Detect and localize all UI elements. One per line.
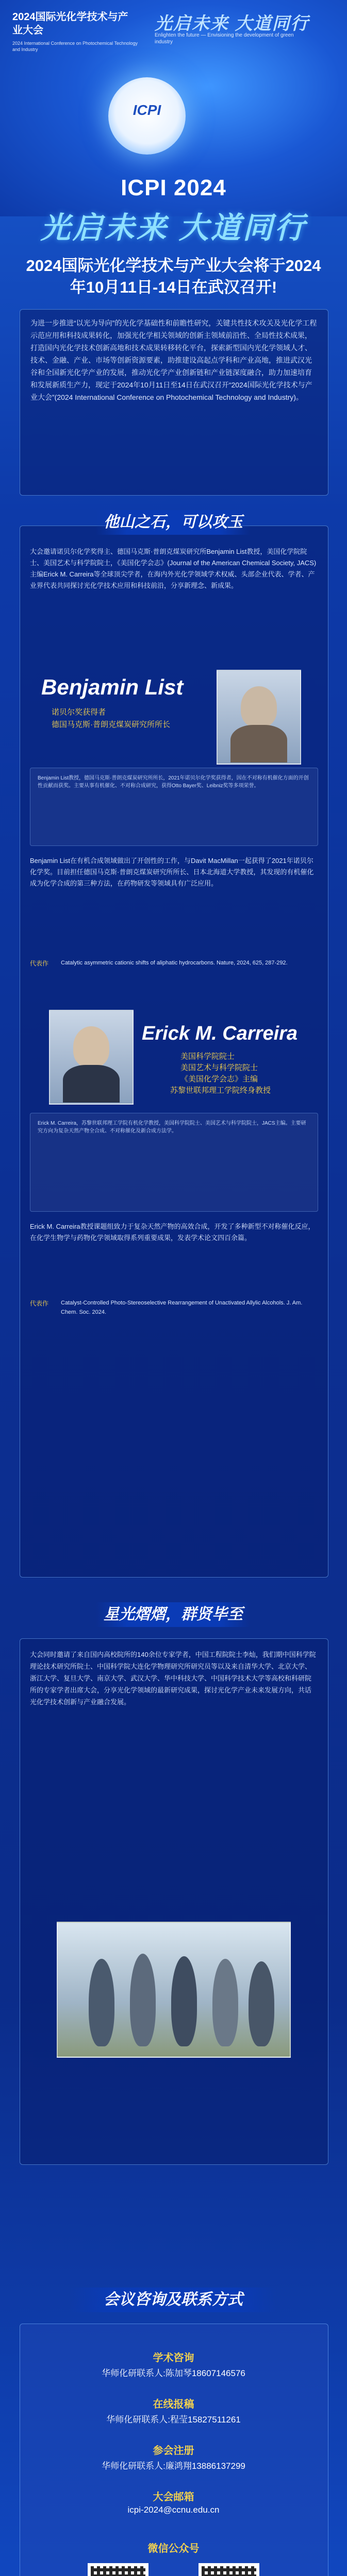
list-title2: 德国马克斯·普朗克煤炭研究所所长 <box>52 720 170 729</box>
carreira-ref: Catalyst-Controlled Photo-Stereoselective Rearrangement of Unactivated Allylic Alcohols. J. Am. Chem. Soc. 2024. <box>61 1300 303 1315</box>
expert-figure-icon <box>171 1956 197 2046</box>
experts-photo <box>57 1922 291 2058</box>
carreira-cv-text: Erick M. Carreira，苏黎世联邦理工学院有机化学教授，美国科学院院士、美国艺术与科学院院士，JACS主编。主要研究方向为复杂天然产物全合成、不对称催化及新合成方法学。 <box>38 1121 306 1134</box>
section-badge-experts: 星光熠熠，群贤毕至 <box>96 1602 251 1627</box>
list-cv-text: Benjamin List教授，德国马克斯·普朗克煤炭研究所所长，2021年诺贝尔化学奖获得者，因在不对称有机催化方面的开创性贡献而获奖。主要从事有机催化、不对称合成研究，获得Otto Bayer奖、Leibniz奖等多项荣誉。 <box>38 775 309 789</box>
announcement: 2024国际光化学技术与产业大会将于2024年10月11日-14日在武汉召开! <box>26 257 321 296</box>
expert-figure-icon <box>130 1954 156 2046</box>
list-bio: Benjamin List在有机合成领域做出了开创性的工作，与Davit MacMillan一起获得了2021年诺贝尔化学奖。目前担任德国马克斯·普朗克煤炭研究所所长、日本北海道大学教授，其发现的有机催化成为化学合成的第三种方法，在药物研发等领域具有广泛应用。 <box>30 857 314 887</box>
carreira-name: Erick M. Carreira <box>142 1023 298 1044</box>
carreira-body-icon <box>63 1065 120 1103</box>
contact-head-registration: 参会注册 <box>153 2445 194 2456</box>
contact-head-academic: 学术咨询 <box>153 2352 194 2364</box>
contact-line-submission: 华师化研联系人:程莹15827511261 <box>106 2415 241 2425</box>
speakers-intro: 大会邀请诺贝尔化学奖得主、德国马克斯·普朗克煤炭研究所Benjamin List教授，美国化学院院士、美国艺术与科学院院士，《美国化学会志》(Journal of the American Chemical Society, JACS)主编Erick M. Carreira等全球顶尖学者，在海内外光化学领域学术权威、头部企业代表、学者、产业界代表共同探讨光化学技术应用和科技前沿，分享新理念、新成果。 <box>30 548 317 589</box>
section-badge-contact: 会议咨询及联系方式 <box>70 2287 276 2312</box>
list-body-icon <box>230 725 287 762</box>
contact-line-academic: 华师化研联系人:陈加琴18607146576 <box>102 2368 245 2378</box>
contact-head-email: 大会邮箱 <box>153 2492 194 2503</box>
carreira-bio: Erick M. Carreira教授课题组致力于复杂天然产物的高效合成，开发了多种新型不对称催化反应，在化学生物学与药物化学领域取得系列重要成果，发表学术论文四百余篇。 <box>30 1223 315 1242</box>
carreira-photo <box>49 1010 134 1105</box>
carreira-title4: 苏黎世联邦理工学院终身教授 <box>170 1086 271 1095</box>
experts-panel <box>20 1638 328 2165</box>
expert-figure-icon <box>89 1959 114 2046</box>
conference-logo-en: 2024 International Conference on Photochemical Technology and Industry <box>12 41 138 52</box>
carreira-title2: 美国艺术与科学院院士 <box>180 1063 258 1072</box>
list-ref-label: 代表作 <box>30 960 49 967</box>
carreira-title1: 美国科学院院士 <box>180 1052 235 1061</box>
list-ref: Catalytic asymmetric cationic shifts of aliphatic hydrocarbons. Nature, 2024, 625, 287-292. <box>61 960 288 966</box>
contact-line-registration: 华师化研联系人:廉鸿翔13886137299 <box>102 2461 245 2471</box>
experts-text: 大会同时邀请了来自国内高校院所的140余位专家学者，中国工程院院士李灿，我们期中国科学院理论技术研究所院士、中国科学院大连化学物理研究所研究员等以及来自清华大学、北京大学、浙江大学、复旦大学、南京大学、武汉大学、华中科技大学、中国科学技术大学等高校和科研院所的专家学者出席大会，分享光化学领域的最新研究成果，探讨光化学产业未来发展方向，共话光化学技术创新与产业融合发展。 <box>30 1651 316 1706</box>
intro-text: 为进一步推进“以光为导向”的光化学基础性和前瞻性研究，关键共性技术攻关及光化学工程示范应用和科技成果转化，加强光化学相关领域的创新主领域前沿性、全局性技术成果，打造国内光化学技术创新高地和技术成果转移转化平台，探索新型国内光化学领域人才、技术、金融、产业、市场等创新资源要素，助推建设高起点学科和产业高地，推进武汉光谷和全国新光化学产业的发展，推动光化学产业创新链和产业链深度融合，助力加速培育和发展新质生产力，现定于2024年10月11日至14日在武汉召开“2024国际光化学技术与产业大会”(2024 International Conference on Photochemical Technology and Industry)。 <box>30 319 317 401</box>
expert-figure-icon <box>212 1959 238 2046</box>
carreira-portrait-icon <box>73 1026 109 1067</box>
carreira-cv-box <box>30 1113 318 1212</box>
list-cv-box <box>30 768 318 846</box>
carreira-ref-label: 代表作 <box>30 1300 49 1307</box>
page-title: ICPI 2024 <box>121 175 226 200</box>
contact-email[interactable]: icpi-2024@ccnu.edu.cn <box>127 2505 220 2515</box>
qr-code-1[interactable] <box>88 2563 148 2576</box>
qr-heading: 微信公众号 <box>147 2543 200 2554</box>
section-badge-speakers: 他山之石，可以攻玉 <box>96 510 251 535</box>
contact-head-submission: 在线报稿 <box>153 2399 194 2410</box>
list-title1: 诺贝尔奖获得者 <box>52 708 106 717</box>
conference-logo: 2024国际光化学技术与产业大会 <box>12 11 128 36</box>
carreira-title3: 《美国化学会志》主编 <box>180 1075 258 1083</box>
list-portrait-icon <box>241 686 277 727</box>
top-slogan: 光启未来 大道同行 <box>155 14 309 33</box>
top-slogan-en: Enlighten the future — Envisioning the development of green industry <box>155 32 294 45</box>
list-name: Benjamin List <box>41 675 184 699</box>
qr-code-2[interactable] <box>199 2563 259 2576</box>
emblem-text: ICPI <box>133 102 161 118</box>
intro-panel <box>20 309 328 496</box>
main-slogan: 光启未来 大道同行 <box>40 211 307 245</box>
expert-figure-icon <box>249 1961 274 2046</box>
list-photo <box>217 670 301 765</box>
